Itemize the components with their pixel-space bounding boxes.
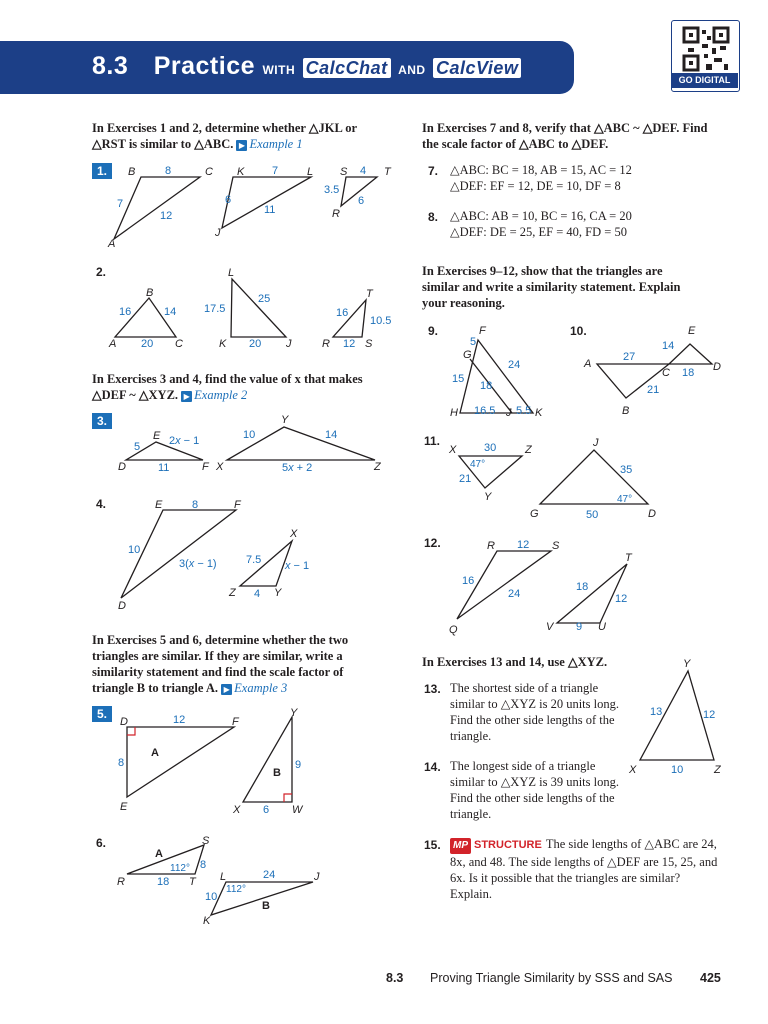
svg-text:10: 10: [205, 891, 218, 903]
svg-text:8: 8: [192, 499, 199, 511]
svg-text:A: A: [109, 338, 117, 350]
exercise-6-number: 6.: [96, 836, 107, 850]
exercise-2-number: 2.: [96, 265, 107, 279]
triangle-gjd-11: [540, 450, 648, 504]
svg-text:4: 4: [254, 588, 261, 600]
svg-text:C: C: [205, 166, 213, 178]
svg-text:6: 6: [358, 195, 365, 207]
svg-text:D: D: [648, 508, 656, 520]
svg-text:112°: 112°: [226, 884, 246, 895]
instructions-7-8: In Exercises 7 and 8, verify that △ABC ~ △DEF. Find the scale factor of △ABC to △DEF.: [422, 121, 708, 151]
svg-text:Z: Z: [714, 764, 721, 776]
exercise-13-text: The shortest side of a triangle similar to △XYZ is 20 units long. Find the other side lengths of the triangle.: [450, 681, 619, 743]
svg-text:18: 18: [157, 876, 170, 888]
exercise-7-line-1: △ABC: BC = 18, AB = 15, AC = 12: [450, 163, 632, 177]
svg-text:12: 12: [615, 593, 628, 605]
triangle-rst-2: [333, 300, 366, 337]
svg-text:6: 6: [225, 194, 232, 206]
svg-text:B: B: [273, 767, 281, 779]
svg-text:47°: 47°: [470, 459, 486, 470]
example-1-link[interactable]: ▶ Example 1: [236, 137, 302, 151]
exercise-12-number: 12.: [424, 536, 441, 550]
svg-text:10: 10: [128, 544, 141, 556]
example-3-link[interactable]: ▶ Example 3: [221, 681, 287, 695]
svg-text:Z: Z: [525, 444, 532, 456]
triangle-b-6: [211, 882, 313, 915]
svg-text:F: F: [202, 461, 209, 473]
svg-text:12: 12: [343, 338, 356, 350]
svg-text:D: D: [118, 600, 126, 612]
exercise-7-line-2: △DEF: EF = 12, DE = 10, DF = 8: [450, 179, 621, 193]
svg-text:V: V: [546, 621, 554, 633]
svg-text:E: E: [155, 499, 163, 511]
exercise-4-number: 4.: [96, 497, 107, 511]
svg-text:21: 21: [647, 384, 660, 396]
svg-text:X: X: [290, 528, 298, 540]
triangle-def-3: [126, 442, 203, 460]
svg-text:E: E: [120, 801, 128, 813]
svg-text:24: 24: [508, 359, 521, 371]
svg-text:R: R: [322, 338, 330, 350]
svg-text:T: T: [625, 552, 632, 564]
exercise-5-number: 5.: [92, 706, 112, 722]
svg-text:J: J: [506, 407, 512, 419]
svg-text:J: J: [286, 338, 292, 350]
triangle-qrs-12: [457, 551, 551, 619]
svg-text:14: 14: [662, 340, 675, 352]
svg-text:Q: Q: [449, 624, 458, 636]
svg-text:X: X: [449, 444, 457, 456]
svg-text:S: S: [365, 338, 373, 350]
svg-text:7: 7: [272, 165, 279, 177]
svg-text:T: T: [384, 166, 391, 178]
svg-text:A: A: [584, 358, 592, 370]
svg-text:J: J: [314, 871, 320, 883]
svg-text:Z: Z: [229, 587, 236, 599]
triangle-10-left: [597, 364, 669, 398]
svg-text:A: A: [155, 848, 163, 860]
exercise-7-number: 7.: [428, 164, 439, 178]
svg-text:C: C: [662, 367, 670, 379]
triangle-10-right: [669, 344, 712, 364]
instructions-13-14: In Exercises 13 and 14, use △XYZ.: [422, 655, 608, 669]
svg-text:F: F: [479, 325, 486, 337]
qr-code-icon[interactable]: [680, 26, 732, 74]
svg-text:T: T: [366, 288, 373, 300]
footer-section: 8.3: [386, 971, 404, 985]
svg-text:12: 12: [517, 539, 530, 551]
svg-text:L: L: [228, 267, 235, 279]
svg-text:14: 14: [325, 429, 338, 441]
svg-text:L: L: [220, 871, 227, 883]
svg-text:B: B: [146, 287, 154, 299]
svg-text:18: 18: [682, 367, 695, 379]
svg-text:F: F: [232, 716, 239, 728]
svg-text:E: E: [688, 325, 696, 337]
triangle-jkl-1: [222, 177, 311, 228]
svg-text:5: 5: [134, 441, 141, 453]
svg-text:R: R: [117, 876, 125, 888]
svg-text:X: X: [233, 804, 241, 816]
svg-text:12: 12: [160, 210, 173, 222]
svg-text:47°: 47°: [617, 494, 633, 505]
instructions-1-2: In Exercises 1 and 2, determine whether △JKL or △RST is similar to △ABC. ▶ Example 1: [92, 121, 357, 151]
play-icon: ▶: [221, 684, 232, 695]
svg-text:7: 7: [117, 198, 124, 210]
svg-text:G: G: [463, 349, 472, 361]
svg-text:24: 24: [508, 588, 521, 600]
exercise-8-number: 8.: [428, 210, 439, 224]
svg-text:12: 12: [173, 714, 186, 726]
triangle-uvt-12: [557, 564, 627, 623]
svg-text:J: J: [215, 227, 221, 239]
svg-text:35: 35: [620, 464, 633, 476]
svg-text:5.5: 5.5: [516, 405, 532, 417]
triangle-rst-1: [341, 177, 377, 206]
structure-tag: STRUCTURE: [474, 839, 542, 851]
svg-text:R: R: [487, 540, 495, 552]
triangle-xyz-11: [459, 456, 522, 488]
calcview-logo: CalcView: [433, 58, 521, 78]
calcchat-logo: CalcChat: [303, 58, 391, 78]
svg-text:2x − 1: 2x − 1: [169, 435, 200, 447]
svg-text:30: 30: [484, 442, 497, 454]
exercise-15-text: MP STRUCTURE The side lengths of △ABC are 24, 8x, and 48. The side lengths of △DEF are 15, 25, and 6x. Is it possible that the triangles are similar? Explain.: [450, 837, 718, 901]
triangle-xyz-3: [227, 427, 375, 460]
svg-text:K: K: [535, 407, 543, 419]
svg-text:X: X: [216, 461, 224, 473]
svg-text:9: 9: [295, 759, 302, 771]
exercise-9-number: 9.: [428, 324, 439, 338]
triangle-xyz-13: [640, 671, 714, 760]
svg-text:20: 20: [249, 338, 262, 350]
exercise-10-number: 10.: [570, 324, 587, 338]
svg-text:Y: Y: [281, 414, 289, 426]
svg-text:B: B: [262, 900, 270, 912]
svg-text:Y: Y: [683, 658, 691, 670]
svg-text:B: B: [128, 166, 136, 178]
svg-text:16: 16: [119, 306, 132, 318]
svg-text:15: 15: [452, 373, 465, 385]
svg-text:F: F: [234, 499, 241, 511]
svg-text:8: 8: [165, 165, 172, 177]
triangle-a-5: [127, 727, 234, 797]
triangle-9-outer: [460, 340, 533, 413]
svg-text:11: 11: [264, 204, 276, 216]
svg-text:Y: Y: [274, 587, 282, 599]
triangle-a-6: [127, 845, 207, 874]
page-number: 425: [700, 971, 721, 985]
exercise-1-number: 1.: [92, 163, 112, 179]
svg-text:Y: Y: [290, 707, 298, 719]
example-2-link[interactable]: ▶ Example 2: [181, 388, 247, 402]
svg-text:R: R: [332, 208, 340, 220]
svg-text:10: 10: [243, 429, 256, 441]
svg-text:S: S: [340, 166, 348, 178]
svg-text:X: X: [629, 764, 637, 776]
svg-text:5x + 2: 5x + 2: [282, 462, 313, 474]
triangle-abc-2: [115, 298, 176, 337]
svg-text:K: K: [203, 915, 211, 927]
svg-text:6: 6: [263, 804, 270, 816]
exercise-14-text: The longest side of a triangle similar to △XYZ is 39 units long. Find the other side lengths of the triangle.: [450, 759, 619, 821]
exercise-11-number: 11.: [424, 434, 441, 448]
svg-text:U: U: [598, 621, 606, 633]
svg-text:18: 18: [480, 380, 493, 392]
svg-text:A: A: [108, 238, 116, 250]
triangle-def-4: [121, 510, 236, 598]
svg-text:K: K: [237, 166, 245, 178]
exercise-15-number: 15.: [424, 838, 441, 852]
exercise-8-line-2: △DEF: DE = 25, EF = 40, FD = 50: [450, 225, 627, 239]
svg-text:K: K: [219, 338, 227, 350]
svg-text:Y: Y: [484, 491, 492, 503]
svg-text:3(x − 1): 3(x − 1): [179, 558, 217, 570]
svg-text:L: L: [307, 166, 314, 178]
exercise-14-number: 14.: [424, 760, 441, 774]
svg-text:S: S: [202, 835, 210, 847]
svg-text:C: C: [175, 338, 183, 350]
svg-text:B: B: [622, 405, 630, 417]
go-digital-label[interactable]: GO DIGITAL: [671, 73, 738, 88]
exercise-8-line-1: △ABC: AB = 10, BC = 16, CA = 20: [450, 209, 632, 223]
svg-text:21: 21: [459, 473, 472, 485]
svg-text:4: 4: [360, 165, 367, 177]
svg-text:112°: 112°: [170, 863, 190, 874]
triangle-xyz-4: [240, 541, 292, 586]
svg-text:10.5: 10.5: [370, 315, 392, 327]
svg-text:16.5: 16.5: [474, 405, 496, 417]
instructions-9-12: In Exercises 9–12, show that the triangles are similar and write a similarity statement. Explain your reasoning.: [422, 264, 681, 310]
svg-text:D: D: [120, 716, 128, 728]
play-icon: ▶: [236, 140, 247, 151]
svg-text:Z: Z: [374, 461, 381, 473]
svg-text:14: 14: [164, 306, 177, 318]
svg-text:9: 9: [576, 621, 583, 633]
svg-text:17.5: 17.5: [204, 303, 226, 315]
svg-text:16: 16: [336, 307, 349, 319]
svg-text:18: 18: [576, 581, 589, 593]
triangle-jkl-2: [231, 279, 286, 337]
triangle-abc-1: [114, 177, 200, 239]
svg-text:20: 20: [141, 338, 154, 350]
instructions-5-6: In Exercises 5 and 6, determine whether the two triangles are similar. If they are similar, write a similarity statement and find the scale factor of triangle B to triangle A. ▶ Example 3: [92, 633, 349, 695]
svg-text:E: E: [153, 430, 161, 442]
svg-text:16: 16: [462, 575, 475, 587]
svg-text:12: 12: [703, 709, 716, 721]
svg-text:8: 8: [200, 859, 207, 871]
exercise-3-number: 3.: [92, 413, 112, 429]
svg-text:H: H: [450, 407, 458, 419]
svg-text:J: J: [593, 437, 599, 449]
svg-text:7.5: 7.5: [246, 554, 262, 566]
svg-text:8: 8: [118, 757, 125, 769]
svg-text:x − 1: x − 1: [285, 560, 310, 572]
exercise-13-number: 13.: [424, 682, 441, 696]
svg-text:24: 24: [263, 869, 276, 881]
svg-text:11: 11: [158, 462, 170, 474]
svg-text:10: 10: [671, 764, 684, 776]
svg-text:W: W: [292, 804, 303, 816]
instructions-3-4: In Exercises 3 and 4, find the value of x that makes △DEF ~ △XYZ. ▶ Example 2: [92, 372, 363, 402]
svg-text:13: 13: [650, 706, 663, 718]
svg-text:A: A: [151, 747, 159, 759]
triangle-b-5: [243, 717, 292, 802]
svg-text:D: D: [118, 461, 126, 473]
svg-text:T: T: [189, 876, 196, 888]
header-bar-left: [0, 41, 74, 94]
svg-text:S: S: [552, 540, 560, 552]
svg-text:25: 25: [258, 293, 271, 305]
svg-text:G: G: [530, 508, 539, 520]
svg-text:5: 5: [470, 336, 477, 348]
svg-text:3.5: 3.5: [324, 184, 340, 196]
svg-text:D: D: [713, 361, 721, 373]
play-icon: ▶: [181, 391, 192, 402]
footer-title: Proving Triangle Similarity by SSS and SAS: [430, 971, 673, 985]
svg-text:50: 50: [586, 509, 599, 521]
mp-badge: MP: [450, 838, 471, 854]
page-title: 8.3 Practice WITH CalcChat AND CalcView: [92, 52, 521, 81]
svg-text:27: 27: [623, 351, 636, 363]
